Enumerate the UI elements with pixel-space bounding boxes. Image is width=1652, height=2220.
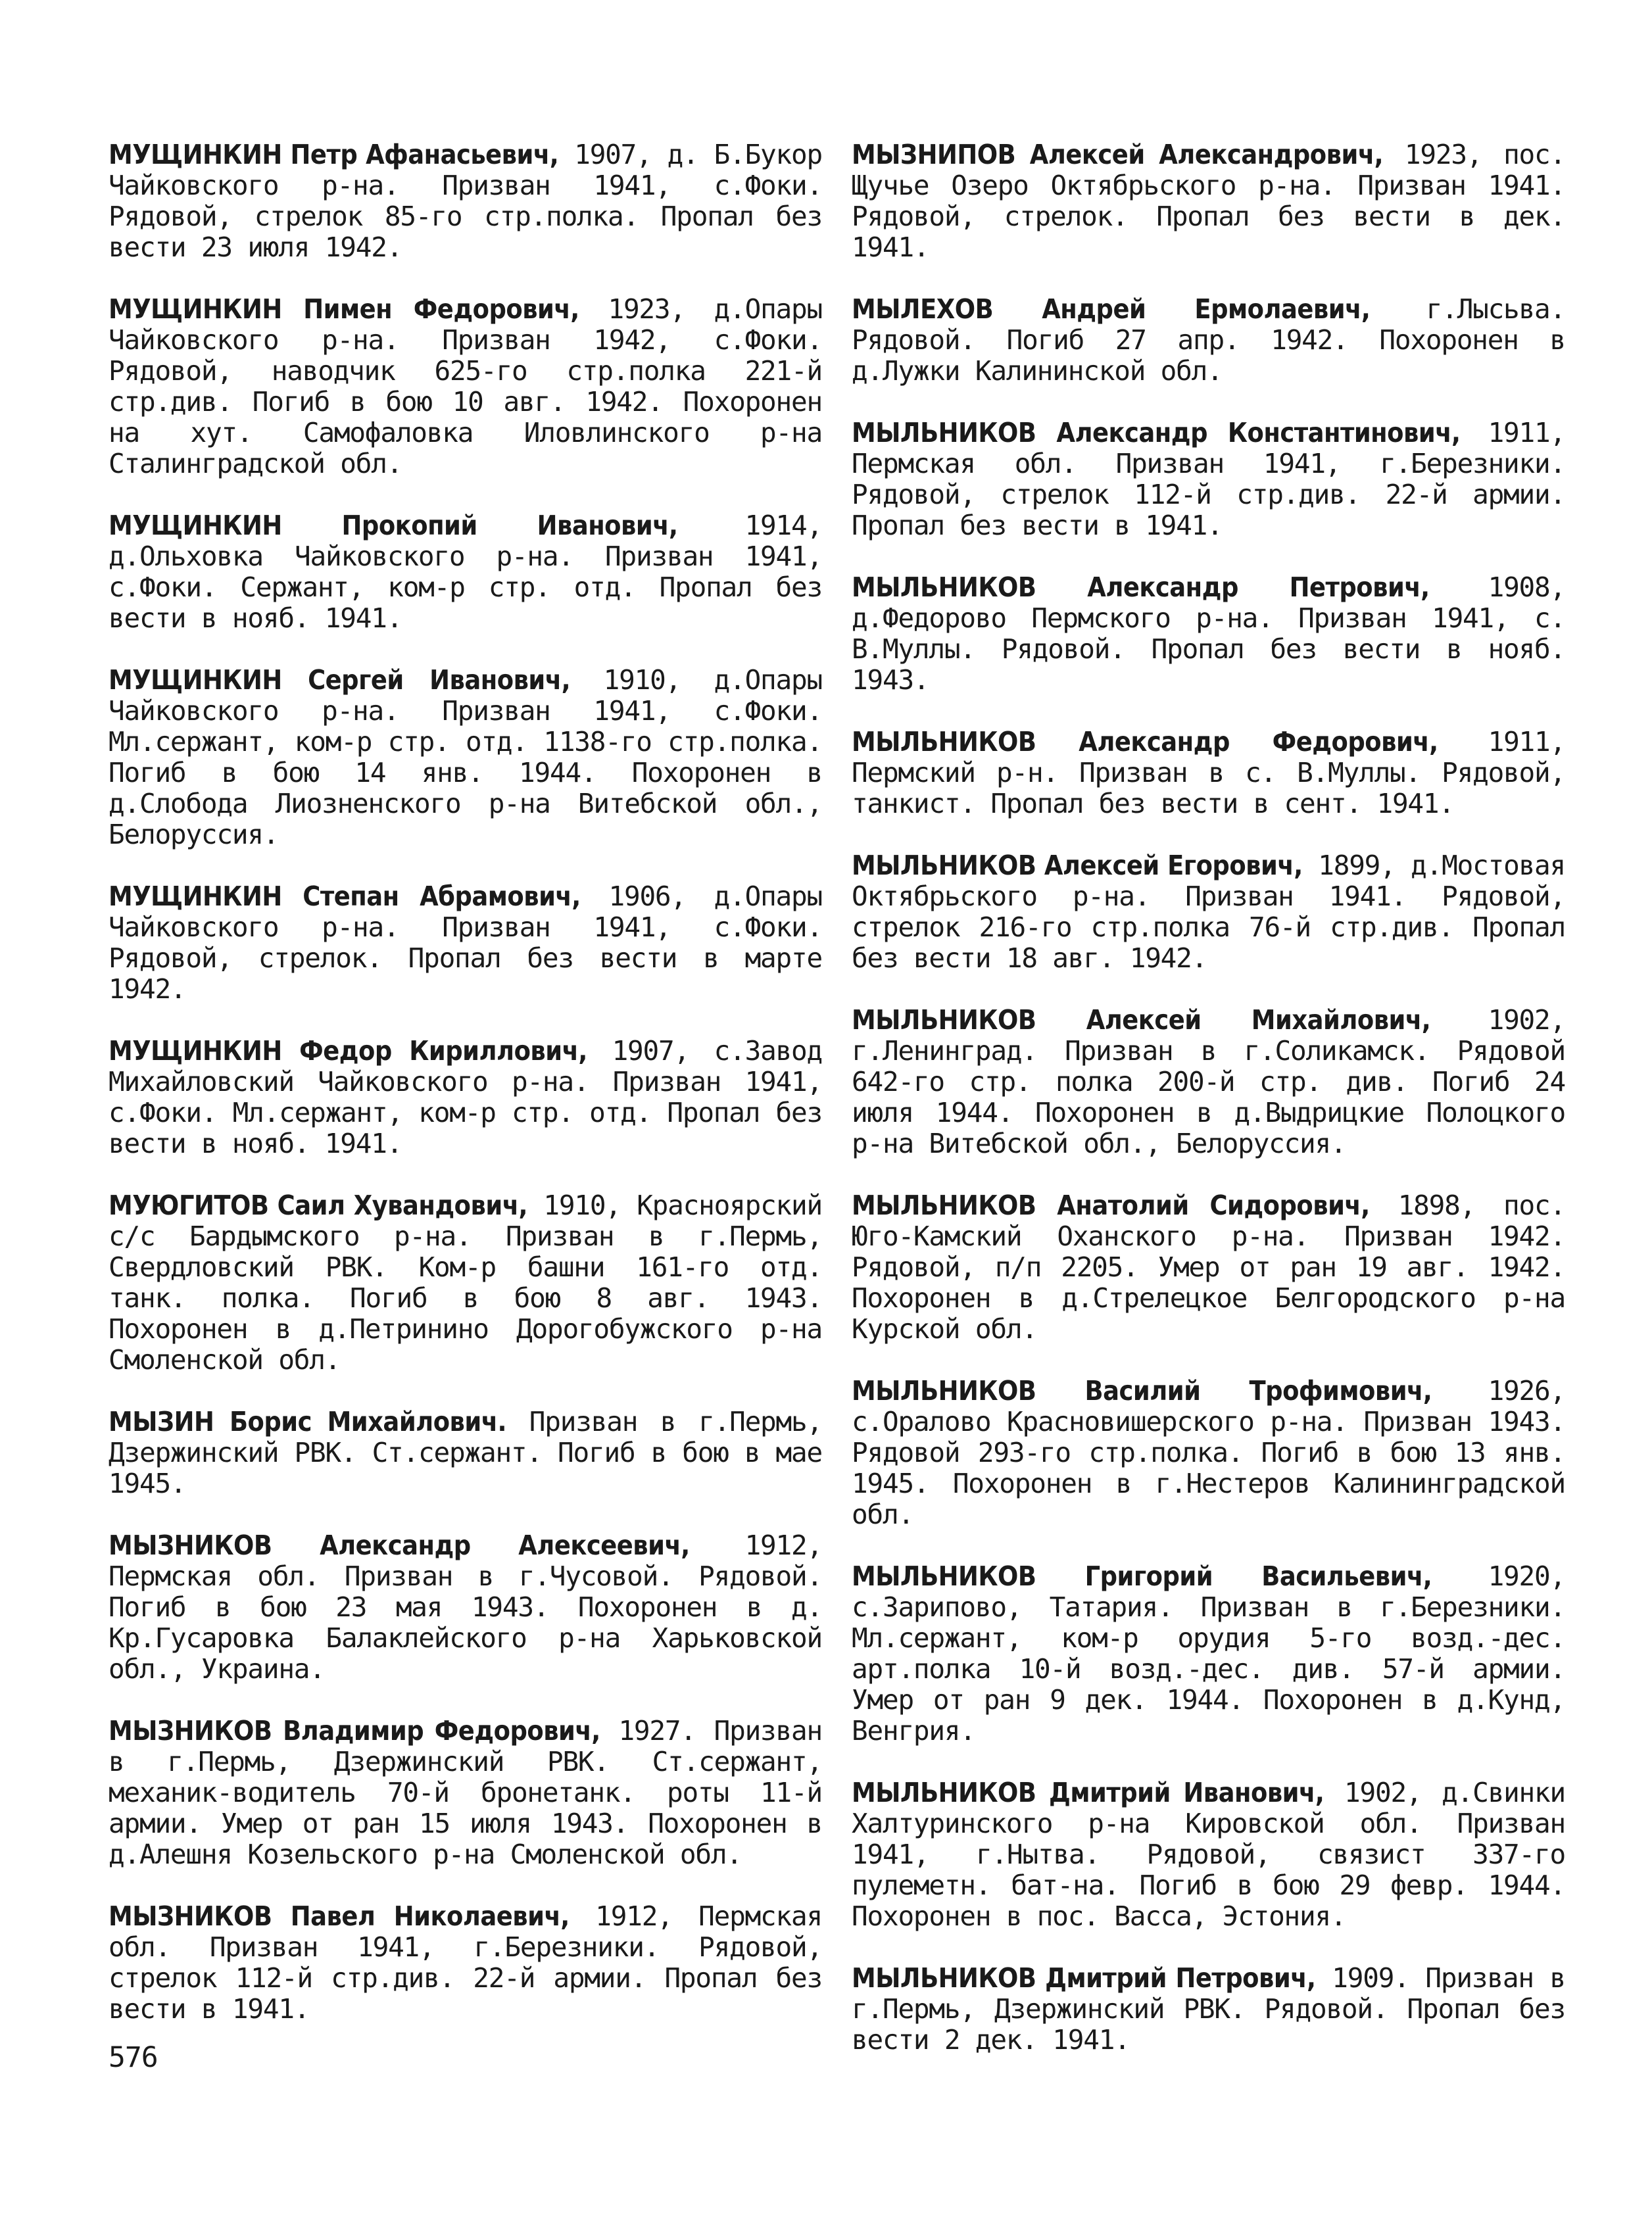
entry-name: МЫЛЬНИКОВ Василий Трофимович, (852, 1375, 1432, 1407)
list-item (109, 1190, 822, 1376)
list-item (852, 1777, 1565, 1932)
entry-text: Призван в г.Пермь, Дзержинский РВК. Ст.сержант. Погиб в бою в мае 1945. (109, 1406, 822, 1499)
list-item (109, 1716, 822, 1870)
entry-name: МЫЗНИПОВ Алексей Александрович, (852, 139, 1384, 170)
entry-name: МЫЛЬНИКОВ Григорий Васильевич, (852, 1560, 1432, 1592)
entry-name: МЫЛЬНИКОВ Анатолий Сидорович, (852, 1190, 1370, 1221)
entry-name: МУЩИНКИН Петр Афанасьевич, (109, 139, 559, 170)
entry-text: 1910, д.Опары Чайковского р-на. Призван 1941, с.Фоки. Мл.сержант, ком-р стр. отд. 1138-го стр.полка. Погиб в бою 14 янв. 1944. Похоронен в д.Слобода Лиозненского р-на Витебской обл., Белоруссия. (109, 664, 822, 850)
entry-text: 1898, пос. Юго-Камский Оханского р-на. Призван 1942. Рядовой, п/п 2205. Умер от ран 19 авг. 1942. Похоронен в д.Стрелецкое Белгородского р-на Курской обл. (852, 1190, 1565, 1345)
entry-name: МЫЗНИКОВ Владимир Федорович, (109, 1715, 600, 1747)
entry-name: МЫЗНИКОВ Павел Николаевич, (109, 1900, 570, 1932)
entry-name: МУЮГИТОВ Саил Хувандович, (109, 1190, 528, 1221)
list-item (109, 1901, 822, 2025)
list-item (852, 294, 1565, 387)
entry-name: МЫЛЬНИКОВ Александр Федорович, (852, 726, 1438, 758)
list-item (852, 850, 1565, 974)
entry-text: 1920, с.Зарипово, Татария. Призван в г.Березники. Мл.сержант, ком-р орудия 5-го возд.-дес. арт.полка 10-й возд.-дес. див. 57-й армии. Умер от ран 9 дек. 1944. Похоронен в д.Кунд, Венгрия. (852, 1560, 1565, 1747)
entry-text: 1909. Призван в г.Пермь, Дзержинский РВК. Рядовой. Пропал без вести 2 дек. 1941. (852, 1962, 1566, 2056)
list-item (852, 1190, 1565, 1345)
entry-name: МУЩИНКИН Степан Абрамович, (109, 881, 581, 912)
entry-text: г.Лысьва. Рядовой. Погиб 27 апр. 1942. Похоронен в д.Лужки Калининской обл. (852, 293, 1565, 387)
entry-text: 1911, Пермская обл. Призван 1941, г.Березники. Рядовой, стрелок 112-й стр.див. 22-й армии. Пропал без вести в 1941. (852, 417, 1565, 541)
entry-text: 1923, пос. Щучье Озеро Октябрьского р-на. Призван 1941. Рядовой, стрелок. Пропал без вести в дек. 1941. (852, 139, 1566, 263)
entry-name: МЫЗИН Борис Михайлович. (109, 1406, 507, 1437)
entry-name: МЫЛЬНИКОВ Дмитрий Иванович, (852, 1777, 1324, 1808)
left-column (109, 139, 822, 2056)
entry-name: МЫЛЬНИКОВ Дмитрий Петрович, (852, 1962, 1316, 1994)
page-number: 576 (109, 2041, 158, 2074)
entry-text: 1914, д.Ольховка Чайковского р-на. Призван 1941, с.Фоки. Сержант, ком-р стр. отд. Пропал без вести в нояб. 1941. (109, 510, 822, 634)
list-item (852, 418, 1565, 541)
entry-name: МУЩИНКИН Прокопий Иванович, (109, 510, 678, 541)
entry-name: МЫЛЬНИКОВ Александр Петрович, (852, 571, 1430, 603)
entry-text: 1927. Призван в г.Пермь, Дзержинский РВК. Ст.сержант, механик-водитель 70-й бронетанк. роты 11-й армии. Умер от ран 15 июля 1943. Похоронен в д.Алешня Козельского р-на Смоленской обл. (109, 1715, 822, 1870)
entry-text: 1906, д.Опары Чайковского р-на. Призван 1941, с.Фоки. Рядовой, стрелок. Пропал без вести в марте 1942. (109, 881, 823, 1005)
entry-name: МЫЛЬНИКОВ Алексей Егорович, (852, 850, 1303, 881)
entry-text: 1908, д.Федорово Пермского р-на. Призван 1941, с. В.Муллы. Рядовой. Пропал без вести в нояб. 1943. (852, 571, 1566, 696)
entry-text: 1911, Пермский р-н. Призван в с. В.Муллы. Рядовой, танкист. Пропал без вести в сент. 1941. (852, 726, 1566, 819)
entry-text: 1907, д. Б.Букор Чайковского р-на. Призван 1941, с.Фоки. Рядовой, стрелок 85-го стр.полка. Пропал без вести 23 июля 1942. (109, 139, 822, 263)
list-item (852, 1561, 1565, 1747)
entry-name: МУЩИНКИН Пимен Федорович, (109, 293, 579, 325)
entry-name: МЫЛЬНИКОВ Алексей Михайлович, (852, 1004, 1431, 1036)
list-item (109, 1530, 822, 1685)
entry-text: 1902, д.Свинки Халтуринского р-на Кировской обл. Призван 1941, г.Нытва. Рядовой, связист 337-го пулеметн. бат-на. Погиб в бою 29 февр. 1944. Похоронен в пос. Васса, Эстония. (852, 1777, 1565, 1932)
entry-text: 1907, с.Завод Михайловский Чайковского р-на. Призван 1941, с.Фоки. Мл.сержант, ком-р стр. отд. Пропал без вести в нояб. 1941. (109, 1035, 823, 1159)
entry-text: 1910, Красноярский с/с Бардымского р-на. Призван в г.Пермь, Свердловский РВК. Ком-р башни 161-го отд. танк. полка. Погиб в бою 8 авг. 1943. Похоронен в д.Петринино Дорогобужского р-на Смоленской обл. (109, 1190, 823, 1376)
list-item (852, 1963, 1565, 2056)
entry-text: 1899, д.Мостовая Октябрьского р-на. Призван 1941. Рядовой, стрелок 216-го стр.полка 76-й стр.див. Пропал без вести 18 авг. 1942. (852, 850, 1566, 974)
entry-name: МЫЛЬНИКОВ Александр Константинович, (852, 417, 1461, 448)
list-item (109, 510, 822, 634)
entry-name: МЫЛЕХОВ Андрей Ермолаевич, (852, 293, 1371, 325)
list-item (109, 1036, 822, 1159)
list-item (109, 665, 822, 850)
right-column (852, 139, 1565, 2087)
entry-name: МУЩИНКИН Федор Кириллович, (109, 1035, 587, 1067)
list-item (109, 294, 822, 479)
list-item (852, 727, 1565, 819)
entry-text: 1912, Пермская обл. Призван 1941, г.Березники. Рядовой, стрелок 112-й стр.див. 22-й армии. Пропал без вести в 1941. (109, 1900, 822, 2025)
list-item (852, 139, 1565, 263)
list-item (109, 1407, 822, 1499)
entry-name: МУЩИНКИН Сергей Иванович, (109, 664, 571, 696)
entry-name: МЫЗНИКОВ Александр Алексеевич, (109, 1530, 690, 1561)
list-item (852, 1005, 1565, 1159)
entry-text: 1912, Пермская обл. Призван в г.Чусовой. Рядовой. Погиб в бою 23 мая 1943. Похоронен в д. Кр.Гусаровка Балаклейского р-на Харьковской обл., Украина. (109, 1530, 822, 1685)
list-item (109, 881, 822, 1005)
entry-text: 1923, д.Опары Чайковского р-на. Призван 1942, с.Фоки. Рядовой, наводчик 625-го стр.полка 221-й стр.див. Погиб в бою 10 авг. 1942. Похоронен на хут. Самофаловка Иловлинского р-на Сталинградской обл. (109, 293, 823, 479)
list-item (852, 1376, 1565, 1530)
list-item (109, 139, 822, 263)
list-item (852, 572, 1565, 696)
entry-text: 1902, г.Ленинград. Призван в г.Соликамск. Рядовой 642-го стр. полка 200-й стр. див. Погиб 24 июля 1944. Похоронен в д.Выдрицкие Полоцкого р-на Витебской обл., Белоруссия. (852, 1004, 1566, 1159)
entry-text: 1926, с.Оралово Красновишерского р-на. Призван 1943. Рядовой 293-го стр.полка. Погиб в бою 13 янв. 1945. Похоронен в г.Нестеров Калининградской обл. (852, 1375, 1565, 1530)
